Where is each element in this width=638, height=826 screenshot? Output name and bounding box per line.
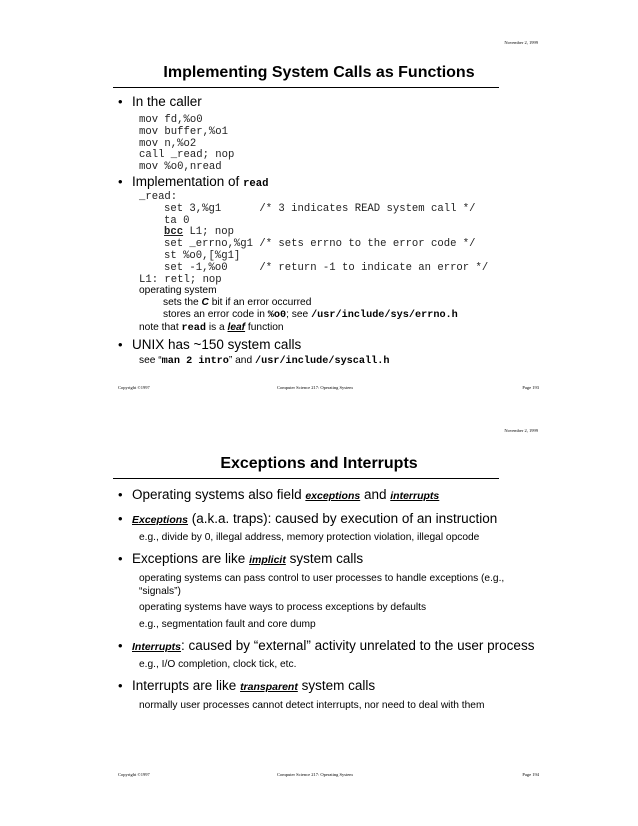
bullet-dot-icon: • xyxy=(118,638,123,653)
code-label: _read: xyxy=(139,191,178,203)
bullet-field: • Operating systems also field exceptions and interrupts xyxy=(118,487,440,502)
slide-title: Implementing System Calls as Functions xyxy=(163,64,475,81)
footer-page: Page 193 xyxy=(522,385,539,390)
code-line: ta 0 xyxy=(164,214,190,227)
code-line: mov fd,%o0 xyxy=(139,114,203,126)
caller-code xyxy=(139,115,234,174)
bullet-dot-icon: • xyxy=(118,511,123,526)
footer-course: Computer Science 217: Operating System xyxy=(277,772,353,777)
bullet-caller: • In the caller xyxy=(118,94,202,109)
bullet-dot-icon: • xyxy=(118,551,123,566)
slide-title: Exceptions and Interrupts xyxy=(220,455,418,472)
code-line: st %o0,[%g1] xyxy=(164,249,241,262)
bullet-unix: • UNIX has ~150 system calls xyxy=(118,337,302,352)
code-line: mov n,%o2 xyxy=(139,137,197,150)
code-line: set -1,%o0 /* return -1 to indicate an error */ xyxy=(164,261,489,274)
footer-course: Computer Science 217: Operating System xyxy=(277,385,353,390)
implicit-sub-1: operating systems can pass control to user processes to handle exceptions (e.g., xyxy=(139,573,505,584)
code-line: call _read; nop xyxy=(139,149,235,162)
bullet-dot-icon: • xyxy=(118,678,123,693)
footer-page: Page 194 xyxy=(522,772,539,777)
footer-copyright: Copyright ©1997 xyxy=(118,772,150,777)
implicit-sub-3: e.g., segmentation fault and core dump xyxy=(139,619,316,630)
code-line: set 3,%g1 /* 3 indicates READ system call */ xyxy=(164,202,476,215)
see-note: see “man 2 intro” and /usr/include/syscall.h xyxy=(139,355,390,367)
code-line-bcc: bcc L1; nop xyxy=(164,226,234,239)
bullet-implicit: • Exceptions are like implicit system calls xyxy=(118,551,364,566)
transparent-sub: normally user processes cannot detect interrupts, nor need to deal with them xyxy=(139,700,485,711)
bullet-dot-icon: • xyxy=(118,337,123,352)
bullet-dot-icon: • xyxy=(118,174,123,189)
exceptions-examples: e.g., divide by 0, illegal address, memory protection violation, illegal opcode xyxy=(139,532,480,543)
bullet-dot-icon: • xyxy=(118,487,123,502)
slide-date: November 2, 1999 xyxy=(504,40,538,45)
os-line-2: stores an error code in %o0; see /usr/include/sys/errno.h xyxy=(163,309,458,321)
slide-date: November 2, 1999 xyxy=(504,428,538,433)
implicit-sub-2: operating systems have ways to process exceptions by defaults xyxy=(139,602,427,613)
implicit-sub-1b: “signals”) xyxy=(139,586,181,597)
os-line-1: sets the C bit if an error occurred xyxy=(163,297,312,308)
code-line: L1: retl; nop xyxy=(139,273,222,286)
code-line: mov buffer,%o1 xyxy=(139,125,229,138)
bullet-interrupts: • Interrupts: caused by “external” activity unrelated to the user process xyxy=(118,638,535,653)
title-rule xyxy=(113,478,499,479)
footer-copyright: Copyright ©1997 xyxy=(118,385,150,390)
bullet-transparent: • Interrupts are like transparent system calls xyxy=(118,678,376,693)
code-line: mov %o0,nread xyxy=(139,161,222,174)
title-rule xyxy=(113,87,499,88)
os-label: operating system xyxy=(139,285,217,296)
interrupts-examples: e.g., I/O completion, clock tick, etc. xyxy=(139,659,297,670)
bullet-exceptions: • Exceptions (a.k.a. traps): caused by execution of an instruction xyxy=(118,511,498,526)
slide-194 xyxy=(0,413,638,826)
bullet-dot-icon: • xyxy=(118,94,123,109)
leaf-note: note that read is a leaf function xyxy=(139,322,284,334)
bullet-implementation: • Implementation of read xyxy=(118,174,269,190)
impl-code xyxy=(139,192,488,286)
code-line: set _errno,%g1 /* sets errno to the error code */ xyxy=(164,238,476,251)
